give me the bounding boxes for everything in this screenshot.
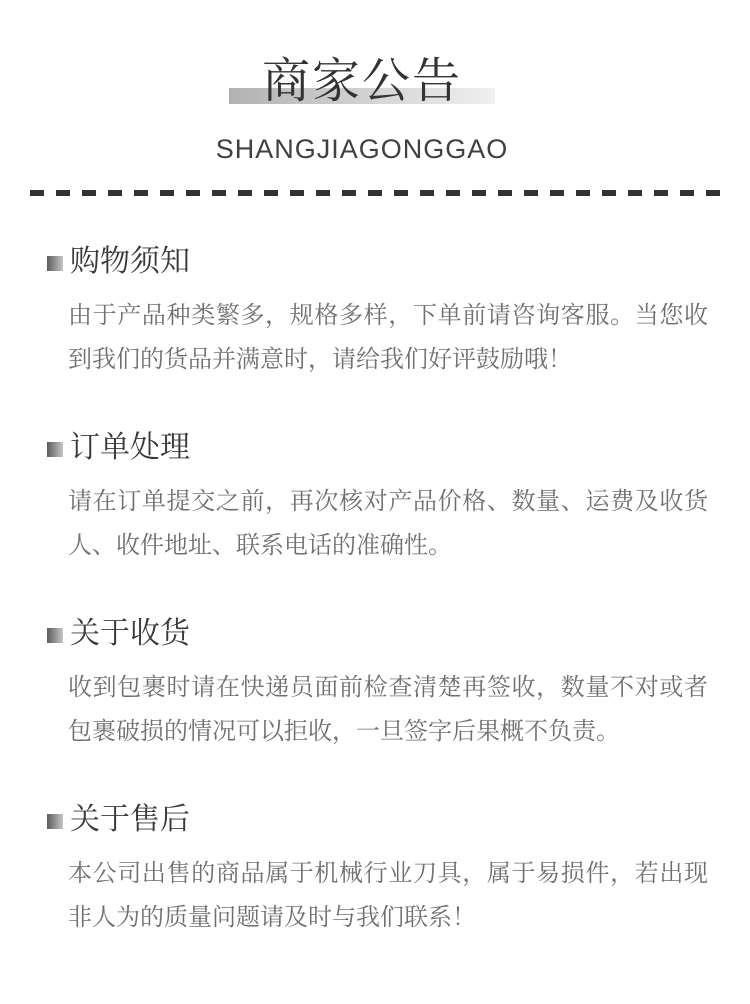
section-after-sales	[0, 802, 750, 940]
square-bullet-icon	[47, 442, 63, 457]
section-shopping-notes	[0, 244, 750, 382]
square-bullet-icon	[47, 628, 63, 643]
section-body: 请在订单提交之前，再次核对产品价格、数量、运费及收货人、收件地址、联系电话的准确性。	[68, 488, 708, 559]
section-heading: 关于售后	[70, 803, 190, 836]
section-heading-row	[47, 802, 750, 838]
section-order-processing	[0, 430, 750, 568]
square-bullet-icon	[47, 814, 63, 829]
section-heading-row	[47, 244, 750, 280]
section-body: 本公司出售的商品属于机械行业刀具，属于易损件，若出现非人为的质量问题请及时与我们联系！	[68, 860, 708, 931]
section-heading-row	[47, 430, 750, 466]
section-heading: 关于收货	[70, 617, 190, 650]
page-subtitle: SHANGJIAGONGGAO	[215, 134, 509, 164]
title-wrap	[0, 54, 724, 110]
section-heading-row	[47, 616, 750, 652]
section-heading: 购物须知	[70, 245, 190, 278]
page-title: 商家公告	[261, 55, 462, 108]
announcement-header	[0, 0, 724, 164]
section-about-delivery	[0, 616, 750, 754]
dashed-divider	[30, 190, 720, 196]
section-body: 收到包裹时请在快递员面前检查清楚再签收，数量不对或者包裹破损的情况可以拒收，一旦签字后果概不负责。	[68, 674, 708, 745]
section-heading: 订单处理	[70, 431, 190, 464]
section-body: 由于产品种类繁多，规格多样，下单前请咨询客服。当您收到我们的货品并满意时，请给我们好评鼓励哦！	[68, 302, 708, 373]
square-bullet-icon	[47, 256, 63, 271]
